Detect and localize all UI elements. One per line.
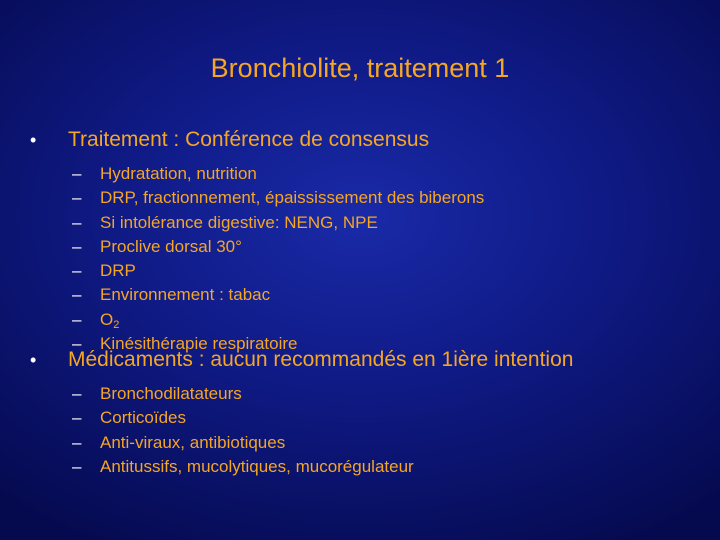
bullet-text: Médicaments : aucun recommandés en 1ière intention: [68, 348, 574, 371]
dash-icon: –: [72, 384, 82, 403]
bullet-item-medicaments: [30, 346, 710, 374]
sub-item: [30, 211, 710, 235]
sub-item-text: Bronchodilatateurs: [100, 384, 242, 403]
section-medicaments: [30, 346, 710, 479]
dash-icon: –: [72, 408, 82, 428]
sub-item: [30, 431, 710, 455]
dash-icon: –: [72, 456, 82, 476]
oxygen-symbol: O: [100, 309, 114, 329]
sub-item: [30, 455, 710, 479]
dash-icon: –: [72, 212, 82, 232]
dash-icon: –: [72, 432, 82, 452]
dash-icon: –: [72, 236, 82, 256]
sub-list-traitement: [30, 162, 710, 356]
dash-icon: –: [72, 285, 82, 305]
oxygen-subscript: 2: [113, 318, 120, 331]
sub-item-text-o2: [100, 308, 119, 332]
sub-item-text: DRP: [100, 261, 136, 281]
sub-item-text: Corticoïdes: [100, 408, 186, 428]
sub-item-text: Kinésithérapie respiratoire: [100, 334, 298, 354]
sub-item-text: Antitussifs, mucolytiques, mucorégulateur: [100, 456, 414, 476]
sub-item: [30, 283, 710, 307]
sub-item: [30, 162, 710, 186]
sub-item-text: Hydratation, nutrition: [100, 164, 257, 183]
sub-item-text: DRP, fractionnement, épaississement des biberons: [100, 188, 485, 208]
section-traitement: [30, 126, 710, 356]
sub-item: [30, 235, 710, 259]
sub-item: [30, 308, 710, 332]
sub-item-text: Proclive dorsal 30°: [100, 236, 242, 256]
sub-item: [30, 382, 710, 406]
sub-item-text: Si intolérance digestive: NENG, NPE: [100, 212, 378, 232]
sub-item-text: Environnement : tabac: [100, 285, 271, 305]
dash-icon: –: [72, 309, 82, 329]
slide-title: Bronchiolite, traitement 1: [210, 53, 510, 83]
sub-item: [30, 259, 710, 283]
bullet-dot-icon: •: [30, 350, 37, 370]
bullet-dot-icon: •: [30, 130, 37, 150]
bullet-text: Traitement : Conférence de consensus: [68, 128, 430, 151]
dash-icon: –: [72, 261, 82, 281]
dash-icon: –: [72, 164, 82, 183]
bullet-item-traitement: [30, 126, 710, 154]
sub-item: [30, 406, 710, 430]
dash-icon: –: [72, 334, 82, 354]
dash-icon: –: [72, 188, 82, 208]
sub-item: [30, 186, 710, 210]
sub-list-medicaments: [30, 382, 710, 479]
sub-item-text: Anti-viraux, antibiotiques: [100, 432, 286, 452]
